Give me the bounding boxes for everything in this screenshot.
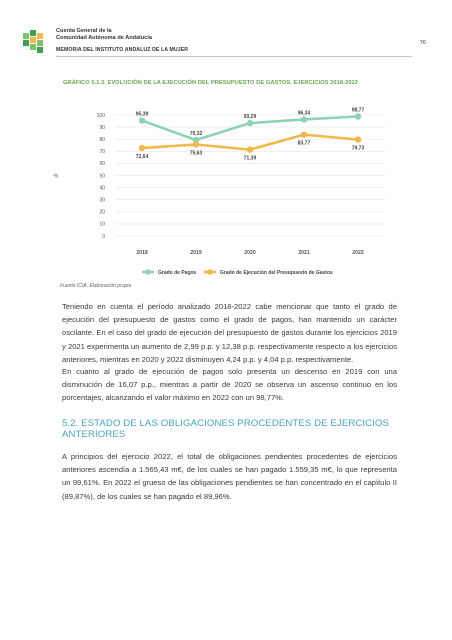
chart-title: GRÁFICO 5.1.3. EVOLUCIÓN DE LA EJECUCIÓN DEL PRESUPUESTO DE GASTOS. EJERCICIOS 2018-2022 — [63, 80, 358, 86]
legend-marker — [207, 269, 213, 275]
y-tick-label: 20 — [99, 209, 105, 216]
institution-logo — [22, 28, 50, 56]
data-label: 71,39 — [243, 155, 257, 162]
paragraph-3: A principios del ejercicio 2022, el total de obligaciones pendientes procedentes de ejercicios anteriores ascendía a 1.565,43 m€, de los cuales se han pagado 1.559,35 m€, lo que representa un 99,61%. En 2022 el grueso de las obligaciones pendientes se han concentrado en el capítulo II (89,87%), de los cuales se han pagado el 89,96%. — [62, 452, 397, 501]
y-axis-label: % — [53, 173, 59, 180]
y-tick-label: 10 — [99, 221, 105, 228]
data-point — [139, 117, 145, 123]
line-chart — [50, 96, 400, 281]
org-line-1: Cuenta General de la — [56, 28, 112, 34]
y-tick-label: 90 — [99, 124, 105, 131]
x-tick-label: 2018 — [136, 250, 148, 256]
data-label: 79,73 — [351, 145, 365, 152]
x-tick-label: 2022 — [352, 250, 364, 256]
y-tick-label: 0 — [102, 233, 105, 240]
data-point — [139, 145, 145, 151]
data-label: 95,39 — [135, 111, 149, 118]
header-divider — [56, 56, 412, 57]
legend-label: Grado de Pagos — [158, 269, 197, 276]
data-label: 75,63 — [189, 150, 203, 157]
org-line-2: Comunidad Autónoma de Andalucía — [56, 35, 152, 41]
section-heading: 5.2. ESTADO DE LAS OBLIGACIONES PROCEDENTES DE EJERCICIOS ANTERIORES — [62, 418, 389, 440]
page-number: 76 — [419, 40, 426, 46]
data-point — [247, 120, 253, 126]
data-label: 98,77 — [351, 107, 365, 114]
paragraph-1: Teniendo en cuenta el período analizado 2018-2022 cabe mencionar que tanto el grado de ejecución del presupuesto de gastos como el grado de pagos, han mantenido un carácter oscilante. En el caso del grado de ejecución del presupuesto de gastos durante los ejercicios 2019 y 2021 experimenta un aumento de 2,99 p.p. y 12,38 p.p. respectivamente respecto a los ejercicios anteriores, mientras en 2020 y 2022 disminuyen 4,24 p.p. y 4,04 p.p. respectivamente. — [62, 302, 397, 364]
data-point — [355, 136, 361, 142]
data-point — [355, 113, 361, 119]
y-tick-label: 40 — [99, 185, 105, 192]
legend-label: Grado de Ejecución del Presupuesto de Gastos — [220, 269, 333, 276]
data-point — [247, 146, 253, 152]
y-tick-label: 70 — [99, 149, 105, 156]
data-label: 72,64 — [135, 154, 149, 161]
data-label: 93,29 — [243, 114, 257, 121]
data-label: 79,32 — [189, 131, 203, 138]
data-label: 83,77 — [297, 140, 311, 147]
x-tick-label: 2021 — [298, 250, 310, 256]
paragraph-2: En cuanto al grado de ejecución de pagos solo presenta un descenso en 2019 con una disminución de 16,07 p.p., mientras a partir de 2020 se observa un ascenso continuo en los porcentajes, alcanzando el valor máximo en 2022 con un 98,77%. — [62, 367, 397, 403]
data-point — [193, 141, 199, 147]
y-tick-label: 100 — [96, 112, 105, 119]
y-tick-label: 80 — [99, 137, 105, 143]
document-subtitle: MEMORIA DEL INSTITUTO ANDALUZ DE LA MUJER — [56, 47, 189, 53]
y-tick-label: 30 — [99, 197, 105, 204]
y-tick-label: 50 — [99, 173, 105, 180]
y-tick-label: 60 — [99, 161, 105, 168]
page-header — [22, 26, 432, 56]
data-label: 96,34 — [297, 110, 311, 117]
x-tick-label: 2020 — [244, 250, 256, 256]
chart-source: Fuente ICIA. Elaboración propia — [60, 283, 132, 289]
organization-name — [56, 28, 152, 42]
data-point — [301, 131, 307, 137]
x-tick-label: 2019 — [190, 250, 202, 256]
legend-marker — [145, 269, 151, 275]
data-point — [301, 116, 307, 122]
